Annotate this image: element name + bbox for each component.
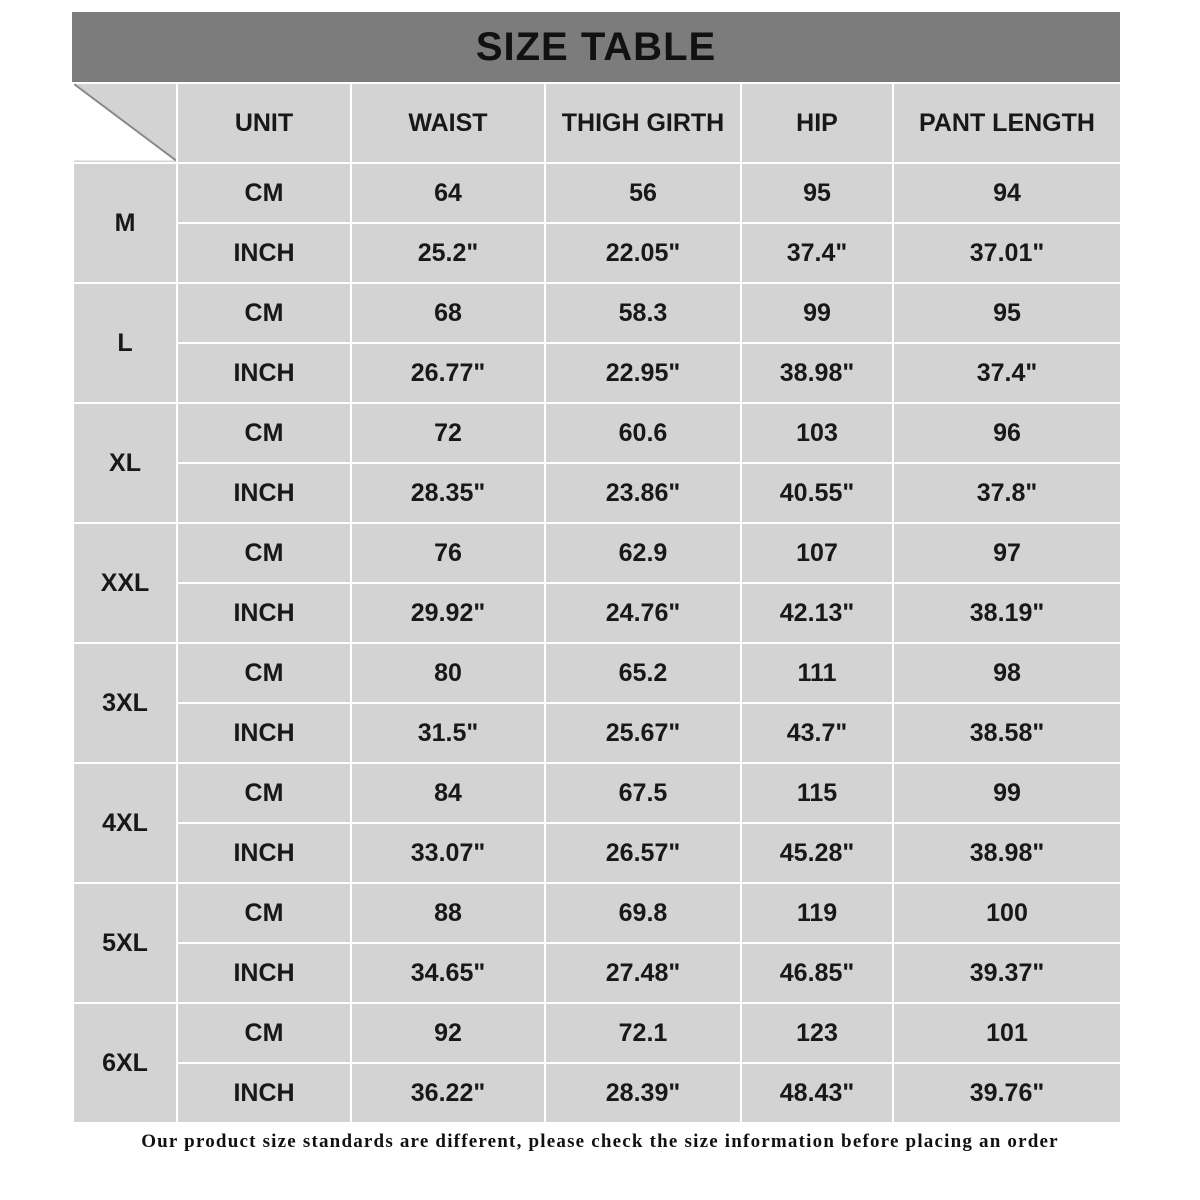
cell-hip-inch: 37.4" — [741, 223, 893, 283]
table-row — [73, 523, 1121, 583]
cell-length-cm: 94 — [893, 163, 1121, 223]
cell-waist-inch: 28.35" — [351, 463, 545, 523]
cell-waist-cm: 76 — [351, 523, 545, 583]
table-row — [73, 283, 1121, 343]
unit-label-inch: INCH — [177, 463, 351, 523]
corner-cell — [73, 83, 177, 163]
table-row — [73, 223, 1121, 283]
table-row — [73, 1003, 1121, 1063]
diagonal-divider-icon — [74, 84, 176, 161]
cell-hip-cm: 99 — [741, 283, 893, 343]
cell-thigh-inch: 28.39" — [545, 1063, 741, 1123]
cell-hip-cm: 95 — [741, 163, 893, 223]
unit-label-cm: CM — [177, 403, 351, 463]
cell-thigh-inch: 26.57" — [545, 823, 741, 883]
cell-hip-inch: 46.85" — [741, 943, 893, 1003]
cell-thigh-cm: 58.3 — [545, 283, 741, 343]
cell-thigh-inch: 23.86" — [545, 463, 741, 523]
footer-note: Our product size standards are different, please check the size information before placing an order — [141, 1131, 1059, 1152]
cell-thigh-cm: 62.9 — [545, 523, 741, 583]
cell-hip-inch: 45.28" — [741, 823, 893, 883]
cell-thigh-cm: 56 — [545, 163, 741, 223]
cell-waist-inch: 25.2" — [351, 223, 545, 283]
unit-label-inch: INCH — [177, 943, 351, 1003]
cell-thigh-inch: 24.76" — [545, 583, 741, 643]
column-header-waist: WAIST — [351, 83, 545, 163]
cell-thigh-cm: 60.6 — [545, 403, 741, 463]
cell-hip-cm: 115 — [741, 763, 893, 823]
cell-length-inch: 38.98" — [893, 823, 1121, 883]
table-row — [73, 643, 1121, 703]
table-row — [73, 343, 1121, 403]
cell-hip-inch: 43.7" — [741, 703, 893, 763]
unit-label-inch: INCH — [177, 703, 351, 763]
cell-thigh-cm: 65.2 — [545, 643, 741, 703]
cell-thigh-cm: 72.1 — [545, 1003, 741, 1063]
column-header-unit: UNIT — [177, 83, 351, 163]
cell-thigh-inch: 22.95" — [545, 343, 741, 403]
cell-waist-cm: 80 — [351, 643, 545, 703]
cell-length-cm: 96 — [893, 403, 1121, 463]
size-label-m: M — [73, 163, 177, 283]
cell-length-inch: 37.4" — [893, 343, 1121, 403]
size-label-xl: XL — [73, 403, 177, 523]
unit-label-inch: INCH — [177, 823, 351, 883]
size-label-l: L — [73, 283, 177, 403]
cell-waist-cm: 68 — [351, 283, 545, 343]
cell-hip-inch: 42.13" — [741, 583, 893, 643]
cell-waist-cm: 92 — [351, 1003, 545, 1063]
unit-label-inch: INCH — [177, 223, 351, 283]
size-label-xxl: XXL — [73, 523, 177, 643]
unit-label-cm: CM — [177, 163, 351, 223]
cell-length-cm: 100 — [893, 883, 1121, 943]
cell-waist-inch: 33.07" — [351, 823, 545, 883]
cell-waist-cm: 64 — [351, 163, 545, 223]
column-header-hip: HIP — [741, 83, 893, 163]
unit-label-inch: INCH — [177, 583, 351, 643]
table-header-row — [73, 83, 1121, 163]
cell-length-inch: 38.19" — [893, 583, 1121, 643]
table-row — [73, 163, 1121, 223]
cell-waist-cm: 84 — [351, 763, 545, 823]
cell-length-cm: 95 — [893, 283, 1121, 343]
cell-length-cm: 97 — [893, 523, 1121, 583]
cell-hip-cm: 103 — [741, 403, 893, 463]
unit-label-cm: CM — [177, 283, 351, 343]
unit-label-inch: INCH — [177, 1063, 351, 1123]
unit-label-cm: CM — [177, 643, 351, 703]
cell-length-inch: 38.58" — [893, 703, 1121, 763]
title-bar — [72, 12, 1120, 82]
cell-hip-cm: 123 — [741, 1003, 893, 1063]
table-row — [73, 403, 1121, 463]
cell-length-inch: 39.76" — [893, 1063, 1121, 1123]
table-row — [73, 1063, 1121, 1123]
cell-waist-inch: 26.77" — [351, 343, 545, 403]
size-label-4xl: 4XL — [73, 763, 177, 883]
cell-hip-cm: 119 — [741, 883, 893, 943]
unit-label-cm: CM — [177, 523, 351, 583]
cell-waist-inch: 31.5" — [351, 703, 545, 763]
cell-thigh-inch: 27.48" — [545, 943, 741, 1003]
table-row — [73, 883, 1121, 943]
unit-label-cm: CM — [177, 1003, 351, 1063]
cell-thigh-inch: 22.05" — [545, 223, 741, 283]
cell-waist-inch: 29.92" — [351, 583, 545, 643]
size-label-6xl: 6XL — [73, 1003, 177, 1123]
unit-label-cm: CM — [177, 883, 351, 943]
cell-hip-cm: 111 — [741, 643, 893, 703]
cell-length-cm: 99 — [893, 763, 1121, 823]
cell-length-cm: 101 — [893, 1003, 1121, 1063]
unit-label-cm: CM — [177, 763, 351, 823]
cell-hip-inch: 38.98" — [741, 343, 893, 403]
table-row — [73, 463, 1121, 523]
page-title: SIZE TABLE — [475, 24, 717, 69]
size-label-3xl: 3XL — [73, 643, 177, 763]
cell-length-inch: 37.8" — [893, 463, 1121, 523]
cell-length-inch: 37.01" — [893, 223, 1121, 283]
cell-length-cm: 98 — [893, 643, 1121, 703]
cell-waist-cm: 88 — [351, 883, 545, 943]
cell-length-inch: 39.37" — [893, 943, 1121, 1003]
table-row — [73, 943, 1121, 1003]
cell-thigh-cm: 67.5 — [545, 763, 741, 823]
unit-label-inch: INCH — [177, 343, 351, 403]
cell-waist-inch: 36.22" — [351, 1063, 545, 1123]
size-label-5xl: 5XL — [73, 883, 177, 1003]
cell-thigh-cm: 69.8 — [545, 883, 741, 943]
table-row — [73, 583, 1121, 643]
size-table — [72, 82, 1122, 1124]
cell-hip-cm: 107 — [741, 523, 893, 583]
table-row — [73, 823, 1121, 883]
cell-thigh-inch: 25.67" — [545, 703, 741, 763]
cell-hip-inch: 40.55" — [741, 463, 893, 523]
cell-waist-cm: 72 — [351, 403, 545, 463]
column-header-thigh-girth: THIGH GIRTH — [545, 83, 741, 163]
cell-waist-inch: 34.65" — [351, 943, 545, 1003]
table-row — [73, 703, 1121, 763]
cell-hip-inch: 48.43" — [741, 1063, 893, 1123]
table-row — [73, 763, 1121, 823]
column-header-pant-length: PANT LENGTH — [893, 83, 1121, 163]
